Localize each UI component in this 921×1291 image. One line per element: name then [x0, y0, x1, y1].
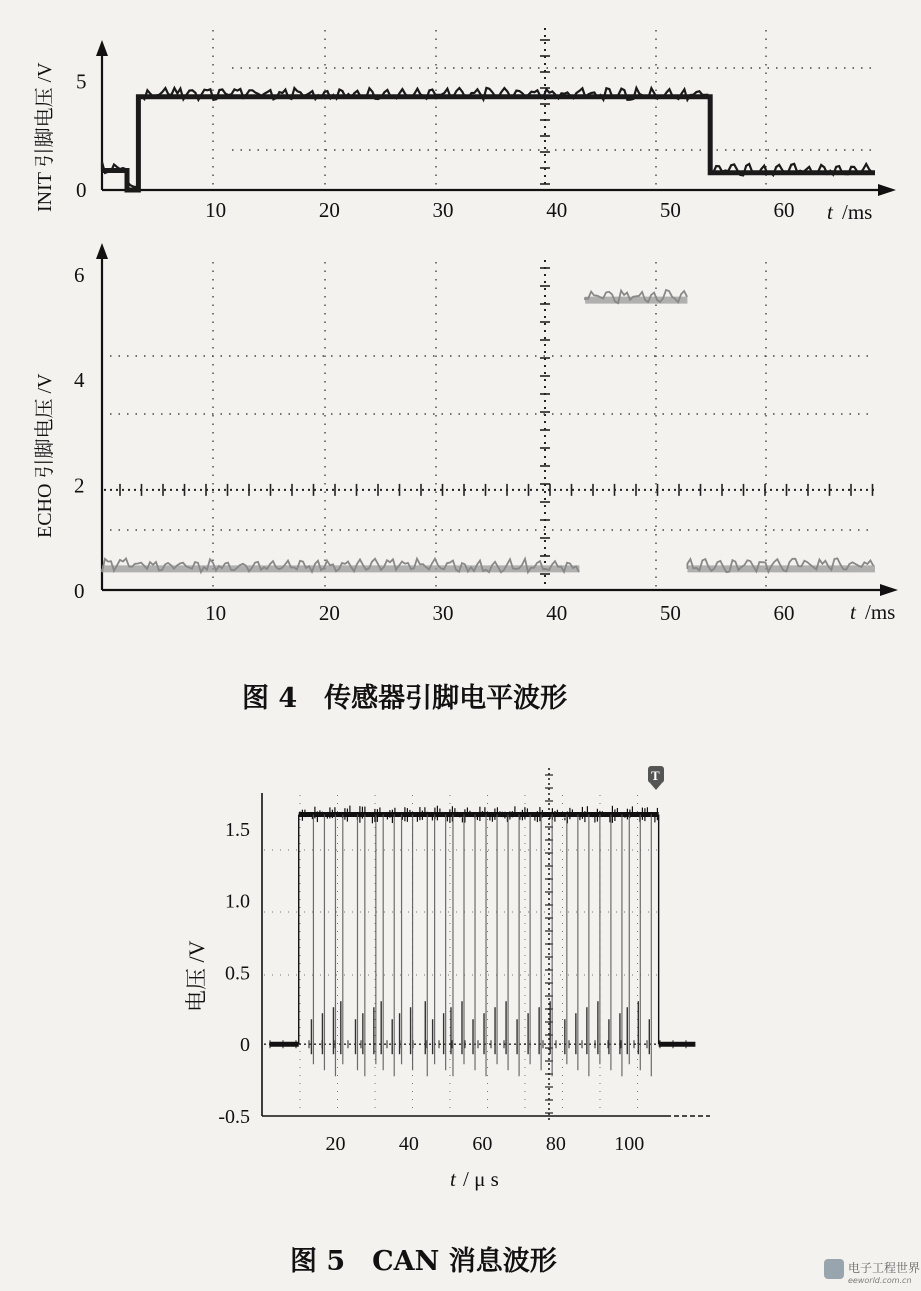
can-x-tick-label: 80	[545, 1133, 566, 1155]
can-y-tick-label: 1.5	[225, 818, 250, 841]
init-chart	[33, 28, 896, 224]
init-x-tick-label: 40	[546, 198, 568, 222]
init-x-tick-label: 50	[659, 198, 681, 222]
can-trace	[269, 806, 695, 1077]
figure5-caption: 图 5 CAN 消息波形	[290, 1246, 557, 1277]
echo-trace	[102, 290, 875, 572]
echo-x-tick-label: 20	[318, 601, 340, 625]
can-y-tick-label: 1.0	[225, 890, 250, 913]
can-x-ticks	[325, 1133, 644, 1155]
figure4-caption: 图 4 传感器引脚电平波形	[242, 683, 568, 714]
can-chart	[184, 766, 710, 1191]
echo-x-label-var: t	[850, 600, 856, 624]
init-x-tick-label: 60	[773, 198, 795, 222]
echo-x-ticks	[205, 601, 794, 625]
init-trace-line	[102, 97, 875, 190]
echo-y-tick-label: 2	[74, 473, 85, 498]
watermark	[824, 1259, 920, 1285]
can-x-label-unit: / μ s	[463, 1167, 499, 1191]
can-x-tick-label: 40	[398, 1133, 419, 1155]
echo-x-tick-label: 60	[773, 601, 795, 625]
init-grid	[213, 28, 875, 190]
can-y-tick-label: 0	[240, 1034, 250, 1057]
echo-y-tick-label: 4	[74, 368, 85, 393]
watermark-brand: 电子工程世界	[848, 1261, 921, 1275]
can-x-tick-label: 60	[472, 1133, 493, 1155]
echo-x-tick-label: 10	[205, 601, 227, 625]
can-x-tick-label: 100	[614, 1133, 645, 1155]
echo-x-tick-label: 40	[546, 601, 568, 625]
can-y-ticks	[218, 819, 250, 1128]
can-y-label: 电压 /V	[184, 940, 209, 1012]
echo-y-axis-arrow	[96, 243, 108, 259]
echo-x-label-unit: /ms	[865, 600, 896, 624]
can-y-tick-label: 0.5	[225, 962, 250, 985]
init-y-ticks	[76, 70, 87, 202]
echo-x-tick-label: 50	[659, 601, 681, 625]
echo-y-tick-label: 6	[74, 262, 85, 287]
init-x-axis-arrow	[878, 184, 896, 196]
init-x-label-var: t	[827, 200, 833, 224]
echo-y-label: ECHO 引脚电压 /V	[34, 373, 56, 538]
echo-x-axis-arrow	[880, 584, 898, 596]
init-y-axis-arrow	[96, 40, 108, 56]
init-x-tick-label: 10	[205, 198, 227, 222]
watermark-url: eeworld.com.cn	[848, 1276, 912, 1285]
echo-y-tick-label: 0	[74, 579, 85, 603]
echo-x-tick-label: 30	[432, 601, 454, 625]
echo-grid	[110, 260, 875, 590]
trigger-marker	[648, 766, 664, 790]
echo-reference-line	[104, 484, 875, 496]
init-x-ticks	[205, 198, 794, 222]
echo-chart	[33, 243, 898, 625]
init-x-label-unit: /ms	[842, 200, 873, 224]
can-x-label-var: t	[450, 1167, 456, 1191]
echo-y-ticks	[74, 263, 85, 603]
init-x-tick-label: 30	[432, 198, 454, 222]
init-trace	[102, 88, 875, 190]
init-y-tick-label: 0	[76, 178, 87, 202]
init-x-tick-label: 20	[318, 198, 340, 222]
can-grid	[264, 768, 690, 1120]
init-y-tick-label: 5	[76, 69, 87, 94]
can-y-tick-label: -0.5	[218, 1106, 250, 1128]
svg-text:T: T	[651, 768, 660, 783]
can-x-tick-label: 20	[325, 1133, 346, 1155]
watermark-logo-icon	[824, 1259, 844, 1279]
init-y-label: INIT 引脚电压 /V	[34, 62, 56, 212]
